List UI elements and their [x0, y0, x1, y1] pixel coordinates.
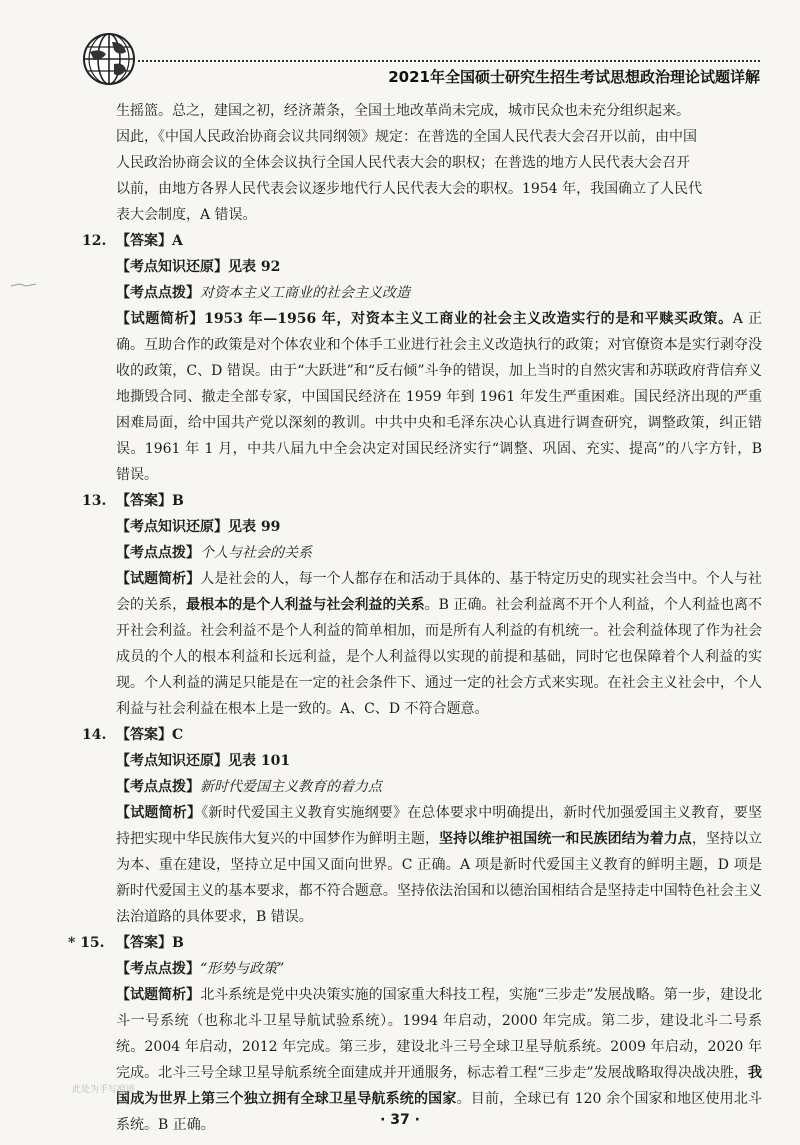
- running-header-title: 2021年全国硕士研究生招生考试思想政治理论试题详解: [388, 68, 760, 86]
- intro-line: 因此，《中国人民政治协商会议共同纲领》规定：在普选的全国人民代表大会召开以前，由中国: [116, 129, 697, 145]
- question-number: * 15.: [68, 935, 105, 951]
- page-number: · 37 ·: [380, 1112, 420, 1128]
- knowledge-line: [82, 254, 762, 280]
- analysis-text: 。B 正确。社会利益离不开个人利益，个人利益也离不开社会利益。社会利益不是个人利益的简单相加，而是所有人利益的有机统一。社会利益体现了作为社会成员的个人的根本利益和长远利益，是个人利益得以实现的前提和基础，同时它也保障着个人利益的实现。个人利益的满足只能是在一定的社会条件下、通过一定的社会方式来实现。在社会主义社会中，个人利益与社会利益在根本上是一致的。A、C、D 不符合题意。: [116, 597, 763, 717]
- analysis-label: 【试题简析】: [116, 805, 202, 821]
- point-line: [82, 774, 762, 800]
- analysis-paragraph: [82, 566, 762, 722]
- point-label: 【考点点拨】: [116, 545, 200, 561]
- analysis-text: 人是社会的人，每一个人都存在和活动于具体的、基于特定历史的现实社会当中。个人与社会的关系，: [116, 571, 763, 613]
- knowledge-line: [82, 514, 762, 540]
- question-14: [82, 722, 762, 930]
- answer-line: [68, 930, 762, 956]
- question-number: 14.: [82, 727, 107, 743]
- knowledge-label: 【考点知识还原】: [116, 259, 228, 275]
- knowledge-line: [82, 748, 762, 774]
- analysis-paragraph: [82, 800, 762, 930]
- globe-logo-icon: [80, 30, 138, 88]
- analysis-key-sentence: 坚持以维护祖国统一和民族团结为着力点: [439, 831, 692, 847]
- page-header: [0, 0, 800, 95]
- intro-line: 人民政治协商会议的全体会议执行全国人民代表大会的职权；在普选的地方人民代表大会召开: [116, 155, 690, 171]
- intro-paragraph: [82, 98, 762, 228]
- knowledge-value: 见表 92: [228, 259, 281, 275]
- analysis-key-sentence: 最根本的是个人利益与社会利益的关系: [186, 597, 425, 613]
- scan-mark-icon: [10, 282, 38, 288]
- point-line: [82, 280, 762, 306]
- analysis-label: 【试题简析】: [116, 311, 205, 327]
- answer-value: C: [172, 727, 184, 743]
- analysis-text: 《新时代爱国主义教育实施纲要》在总体要求中明确提出，新时代加强爱国主义教育，要坚持把实现中华民族伟大复兴的中国梦作为鲜明主题，: [116, 805, 763, 847]
- point-label: 【考点点拨】: [116, 779, 200, 795]
- answer-line: [82, 488, 762, 514]
- knowledge-label: 【考点知识还原】: [116, 519, 228, 535]
- answer-label: 【答案】: [116, 727, 172, 743]
- analysis-label: 【试题简析】: [116, 987, 201, 1003]
- point-value: 对资本主义工商业的社会主义改造: [200, 285, 410, 301]
- point-label: 【考点点拨】: [116, 285, 200, 301]
- answer-value: A: [172, 233, 183, 249]
- point-value: 新时代爱国主义教育的着力点: [200, 779, 382, 795]
- answer-label: 【答案】: [116, 935, 172, 951]
- intro-line: 生摇篮。总之，建国之初，经济萧条，全国土地改革尚未完成，城市民众也未充分组织起来。: [116, 103, 690, 119]
- analysis-label: 【试题简析】: [116, 571, 201, 587]
- answer-value: B: [172, 493, 184, 509]
- analysis-text: ，坚持以立为本、重在建设，坚持立足中国又面向世界。C 正确。A 项是新时代爱国主义教育的鲜明主题，D 项是新时代爱国主义的基本要求，都不符合题意。坚持依法治国和以德治国相结合是坚持走中国特色社会主义法治道路的具体要求，B 错误。: [116, 831, 763, 925]
- point-value: “形势与政策”: [200, 961, 285, 977]
- answer-line: [82, 722, 762, 748]
- handwritten-scrawl: 此处为手写痕迹: [72, 1085, 136, 1095]
- answer-label: 【答案】: [116, 233, 172, 249]
- answer-value: B: [172, 935, 184, 951]
- question-number: 12.: [82, 233, 107, 249]
- knowledge-value: 见表 99: [228, 519, 281, 535]
- question-12: [82, 228, 762, 488]
- analysis-key-sentence: 1953 年—1956 年，对资本主义工商业的社会主义改造实行的是和平赎买政策。: [204, 311, 733, 327]
- intro-line: 表大会制度，A 错误。: [116, 207, 257, 223]
- point-label: 【考点点拨】: [116, 961, 200, 977]
- question-15: [68, 930, 763, 1138]
- analysis-key-sentence: 我国成为世界上第三个独立拥有全球卫星导航系统的国家: [116, 1065, 762, 1107]
- knowledge-label: 【考点知识还原】: [116, 753, 228, 769]
- analysis-text: A 正确。互助合作的政策是对个体农业和个体手工业进行社会主义改造执行的政策；对官僚资本是实行剥夺没收的政策，C、D 错误。由于“大跃进”和“反右倾”斗争的错误，加上当时的自然灾害和苏联政府背信弃义地撕毁合同、撤走全部专家，中国国民经济在 1959 年到 1961 年发生严重困难。国民经济出现的严重困难局面，给中国共产党以深刻的教训。中共中央和毛泽东决心认真进行调查研究，调整政策，纠正错误。1961 年 1 月，中共八届九中全会决定对国民经济实行“调整、巩固、充实、提高”的八字方针，B 错误。: [116, 311, 763, 483]
- point-line: [82, 540, 762, 566]
- answer-line: [82, 228, 762, 254]
- point-value: 个人与社会的关系: [200, 545, 312, 561]
- analysis-text: 。目前，全球已有 120 余个国家和地区使用北斗系统。B 正确。: [116, 1091, 763, 1133]
- answer-label: 【答案】: [116, 493, 172, 509]
- analysis-text: 北斗系统是党中央决策实施的国家重大科技工程，实施“三步走”发展战略。第一步，建设北斗一号系统（也称北斗卫星导航试验系统）。1994 年启动，2000 年完成。第二步，建设北斗二号系统。2004 年启动，2012 年完成。第三步，建设北斗三号全球卫星导航系统。2009 年启动，2020 年完成。北斗三号全球卫星导航系统全面建成并开通服务，标志着工程“三步走”发展战略取得决战决胜，: [116, 987, 763, 1081]
- answer-content: [68, 98, 763, 1138]
- point-line: [82, 956, 762, 982]
- question-13: [82, 488, 762, 722]
- header-rule: [138, 60, 760, 62]
- question-number: 13.: [82, 493, 107, 509]
- analysis-paragraph: [82, 306, 762, 488]
- knowledge-value: 见表 101: [228, 753, 291, 769]
- intro-line: 以前，由地方各界人民代表会议逐步地代行人民代表大会的职权。1954 年，我国确立了人民代: [116, 181, 703, 197]
